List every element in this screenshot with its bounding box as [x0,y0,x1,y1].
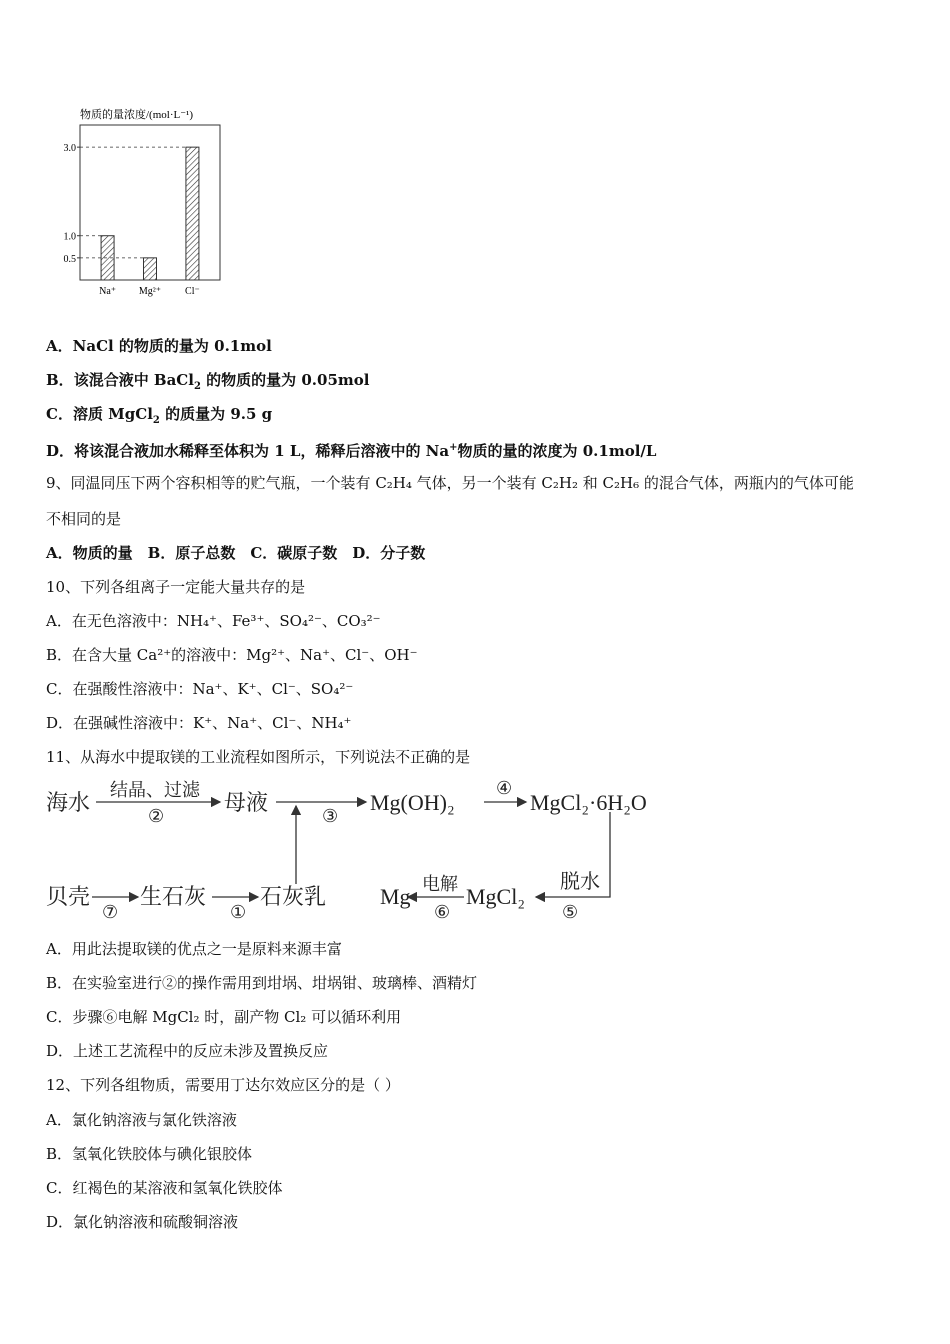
q8-option-a: A．NaCl 的物质的量为 0.1mol [46,337,272,355]
q10-option-d: D．在强碱性溶液中：K⁺、Na⁺、Cl⁻、NH₄⁺ [46,714,352,732]
flow-mgoh2: Mg(OH)₂ [370,790,455,815]
q10-stem: 10、下列各组离子一定能大量共存的是 [46,578,306,596]
flow-quicklime: 生石灰 [140,884,207,909]
q12-option-c: C．红褐色的某溶液和氢氧化铁胶体 [46,1179,283,1197]
x-tick-label: Mg²⁺ [138,286,162,297]
q10-option-c: C．在强酸性溶液中：Na⁺、K⁺、Cl⁻、SO₄²⁻ [46,680,354,698]
magnesium-process-flow-diagram [40,772,690,932]
q12-option-a: A．氯化钠溶液与氯化铁溶液 [46,1111,237,1129]
flow-step3-num: ③ [322,806,339,826]
q11-option-d: D．上述工艺流程中的反应未涉及置换反应 [46,1042,329,1060]
q8-option-c: C．溶质 MgCl$_2$ 的质量为 9.5 g [46,405,273,426]
flow-dehydrate: 脱水 [560,871,600,893]
flow-shell: 贝壳 [46,884,91,909]
y-tick-label: 1.0 [63,231,76,243]
q9-stem-line2: 不相同的是 [46,510,122,528]
flow-step2-label: 结晶、过滤 [110,780,200,800]
q9-options: A．物质的量 B．原子总数 C．碳原子数 D．分子数 [46,544,426,562]
flow-step2-num: ② [148,806,165,826]
q11-stem: 11、从海水中提取镁的工业流程如图所示，下列说法不正确的是 [46,748,471,766]
q12-option-d: D．氯化钠溶液和硫酸铜溶液 [46,1213,239,1231]
bar-1 [144,258,157,280]
bar-2 [186,147,199,280]
flow-mg: Mg [380,884,411,909]
flow-step4-num: ④ [496,778,513,798]
flow-mgcl2: MgCl₂ [466,884,526,909]
q9-stem-line1: 9、同温同压下两个容积相等的贮气瓶，一个装有 C₂H₄ 气体，另一个装有 C₂H₂ 和 C₂H₆ 的混合气体，两瓶内的气体可能 [46,474,854,492]
x-tick-label: Na⁺ [99,286,117,297]
flow-seawater: 海水 [46,790,91,815]
q12-stem: 12、下列各组物质，需要用丁达尔效应区分的是（ ） [46,1076,400,1094]
flow-step7-num: ⑦ [102,902,119,922]
q8-option-d: D．将该混合液加水稀释至体积为 1 L，稀释后溶液中的 Na+物质的量的浓度为 0.1mol/L [46,442,657,460]
flow-step6-num: ⑥ [434,902,451,922]
concentration-bar-chart [40,100,240,310]
flow-electrolysis: 电解 [422,874,458,894]
chart-title: 物质的量浓度/(mol·L⁻¹) [80,109,193,121]
q11-option-c: C．步骤⑥电解 MgCl₂ 时，副产物 Cl₂ 可以循环利用 [46,1008,402,1026]
flow-step5-num: ⑤ [562,902,579,922]
q12-option-b: B．氢氧化铁胶体与碘化银胶体 [46,1145,253,1163]
x-tick-label: Cl⁻ [185,286,200,297]
flow-mother-liquor: 母液 [224,790,269,815]
y-tick-label: 0.5 [63,253,76,265]
flow-mgcl2-hydrate: MgCl₂·6H₂O [530,790,647,815]
q8-option-b: B．该混合液中 BaCl$_2$ 的物质的量为 0.05mol [46,371,370,392]
q10-option-b: B．在含大量 Ca²⁺的溶液中：Mg²⁺、Na⁺、Cl⁻、OH⁻ [46,646,418,664]
y-tick-label: 3.0 [63,143,76,155]
q11-option-b: B．在实验室进行②的操作需用到坩埚、坩埚钳、玻璃棒、酒精灯 [46,974,478,992]
flow-lime-milk: 石灰乳 [260,884,327,909]
q10-option-a: A．在无色溶液中：NH₄⁺、Fe³⁺、SO₄²⁻、CO₃²⁻ [46,612,381,630]
flow-step1-num: ① [230,902,247,922]
q11-option-a: A．用此法提取镁的优点之一是原料来源丰富 [46,940,342,958]
